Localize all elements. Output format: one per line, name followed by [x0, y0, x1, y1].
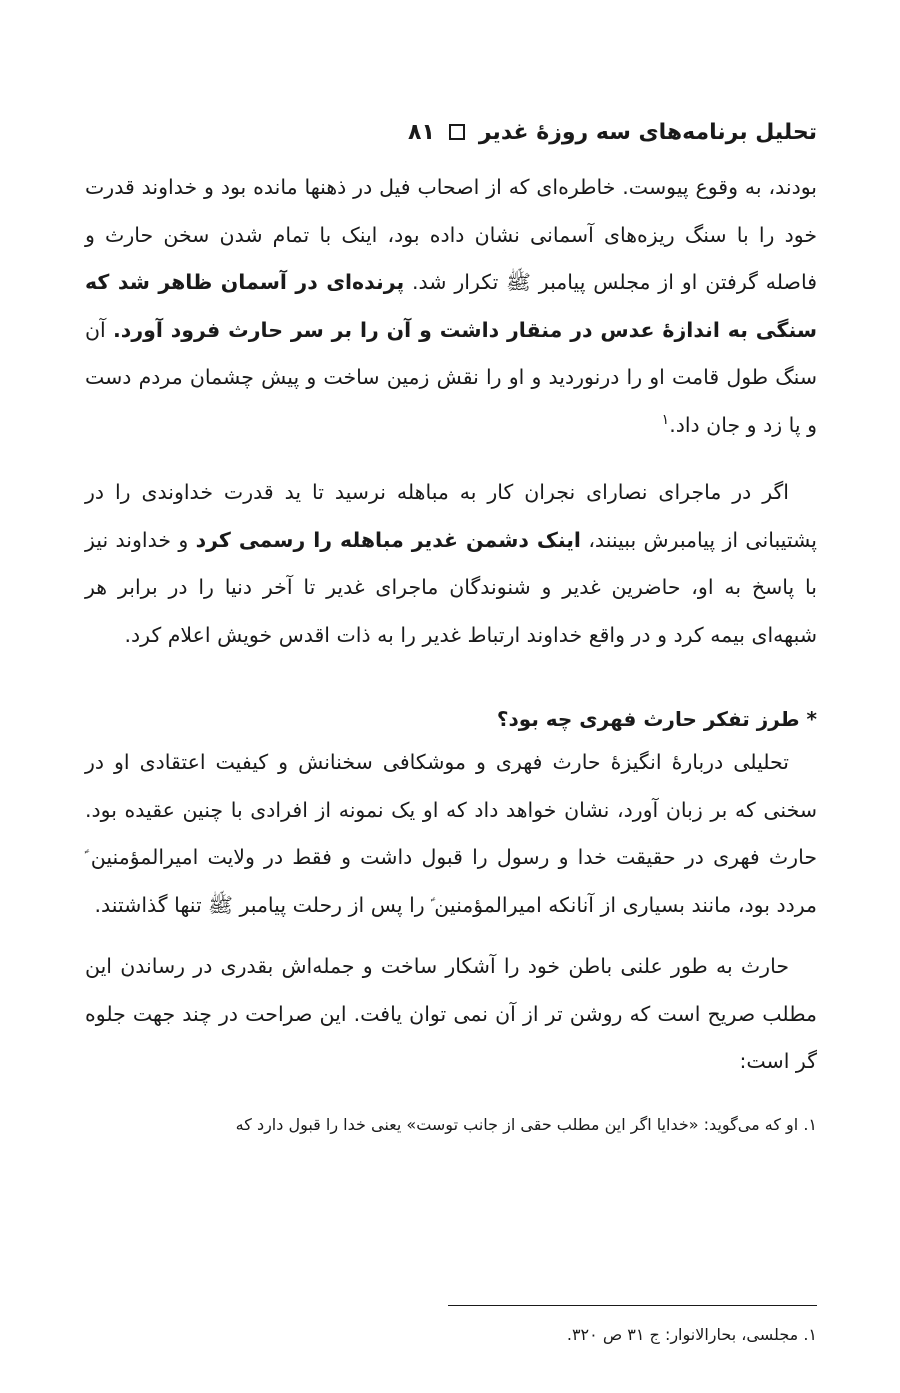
running-header: [85, 110, 817, 154]
paragraph-1-text-b: آن سنگ طول قامت او را درنوردید و او را نقش زمین ساخت و پیش چشمان مردم دست و پا زد و جان داد.: [85, 317, 817, 437]
paragraph-1: [85, 164, 817, 449]
paragraph-1-text-a: بودند، به وقوع پیوست. خاطره‌ای که از اصحاب فیل در ذهنها مانده بود و خداوند قدرت خود را با سنگ ریزه‌های آسمانی نشان داده بود، اینک با تمام شدن سخن حارث و فاصله گرفتن او از مجلس پیامبر ﷺ تکرار شد.: [85, 175, 817, 294]
paragraph-2-text-a: اگر در ماجرای نصارای نجران کار به مباهله نرسید تا ید قدرت خداوندی را در پشتیبانی از پیامبرش ببینند،: [85, 480, 818, 552]
footnote-reference: ۱: [661, 411, 670, 428]
paragraph-3: تحلیلی دربارهٔ انگیزهٔ حارث فهری و موشکافی سخنانش و کیفیت اعتقادی او در سخنی که بر زبان آورد، نشان خواهد داد که او یک نمونه از افرادی با چنین عقیده بود. حارث فهری در حقیقت خدا و رسول را قبول داشت و فقط در ولایت امیرالمؤمنین ؑ مردد بود، مانند بسیاری از آنانکه امیرالمؤمنین ؑ را پس از رحلت پیامبر ﷺ تنها گذاشتند.: [85, 750, 817, 917]
page-number: ۸۱: [408, 119, 435, 145]
page-content: [85, 110, 817, 1140]
footnote: ۱. مجلسی، بحارالانوار: ج ۳۱ ص ۳۲۰.: [566, 1325, 817, 1344]
paragraph-2-text-b: و خداوند نیز با پاسخ به او، حاضرین غدیر و شنوندگان ماجرای غدیر تا آخر دنیا را در برابر هر شبهه‌ای بیمه کرد و در واقع خداوند ارتباط غدیر را به ذات اقدس خویش اعلام کرد.: [85, 527, 817, 647]
paragraph-2-bold: اینک دشمن غدیر مباهله را رسمی کرد: [195, 527, 581, 552]
paragraph-4: حارث به طور علنی باطن خود را آشکار ساخت و جمله‌اش بقدری در رساندن این مطلب صریح است که روشن تر از آن نمی توان یافت. این صراحت در چند جهت جلوه گر است:: [85, 954, 817, 1073]
paragraph-2: [85, 469, 817, 659]
section-heading: * طرز تفکر حارث فهری چه بود؟: [496, 707, 817, 731]
paragraph-1-bold: پرنده‌ای در آسمان ظاهر شد که سنگی به اندازهٔ عدس در منقار داشت و آن را بر سر حارث فرود آورد.: [85, 270, 817, 342]
square-ornament-icon: [449, 124, 465, 140]
footnote-divider: [448, 1305, 817, 1306]
running-title: تحلیل برنامه‌های سه روزهٔ غدیر: [478, 119, 817, 145]
continued-list-item: ۱. او که می‌گوید: «خدایا اگر این مطلب حقی از جانب توست» یعنی خدا را قبول دارد که: [235, 1114, 817, 1134]
